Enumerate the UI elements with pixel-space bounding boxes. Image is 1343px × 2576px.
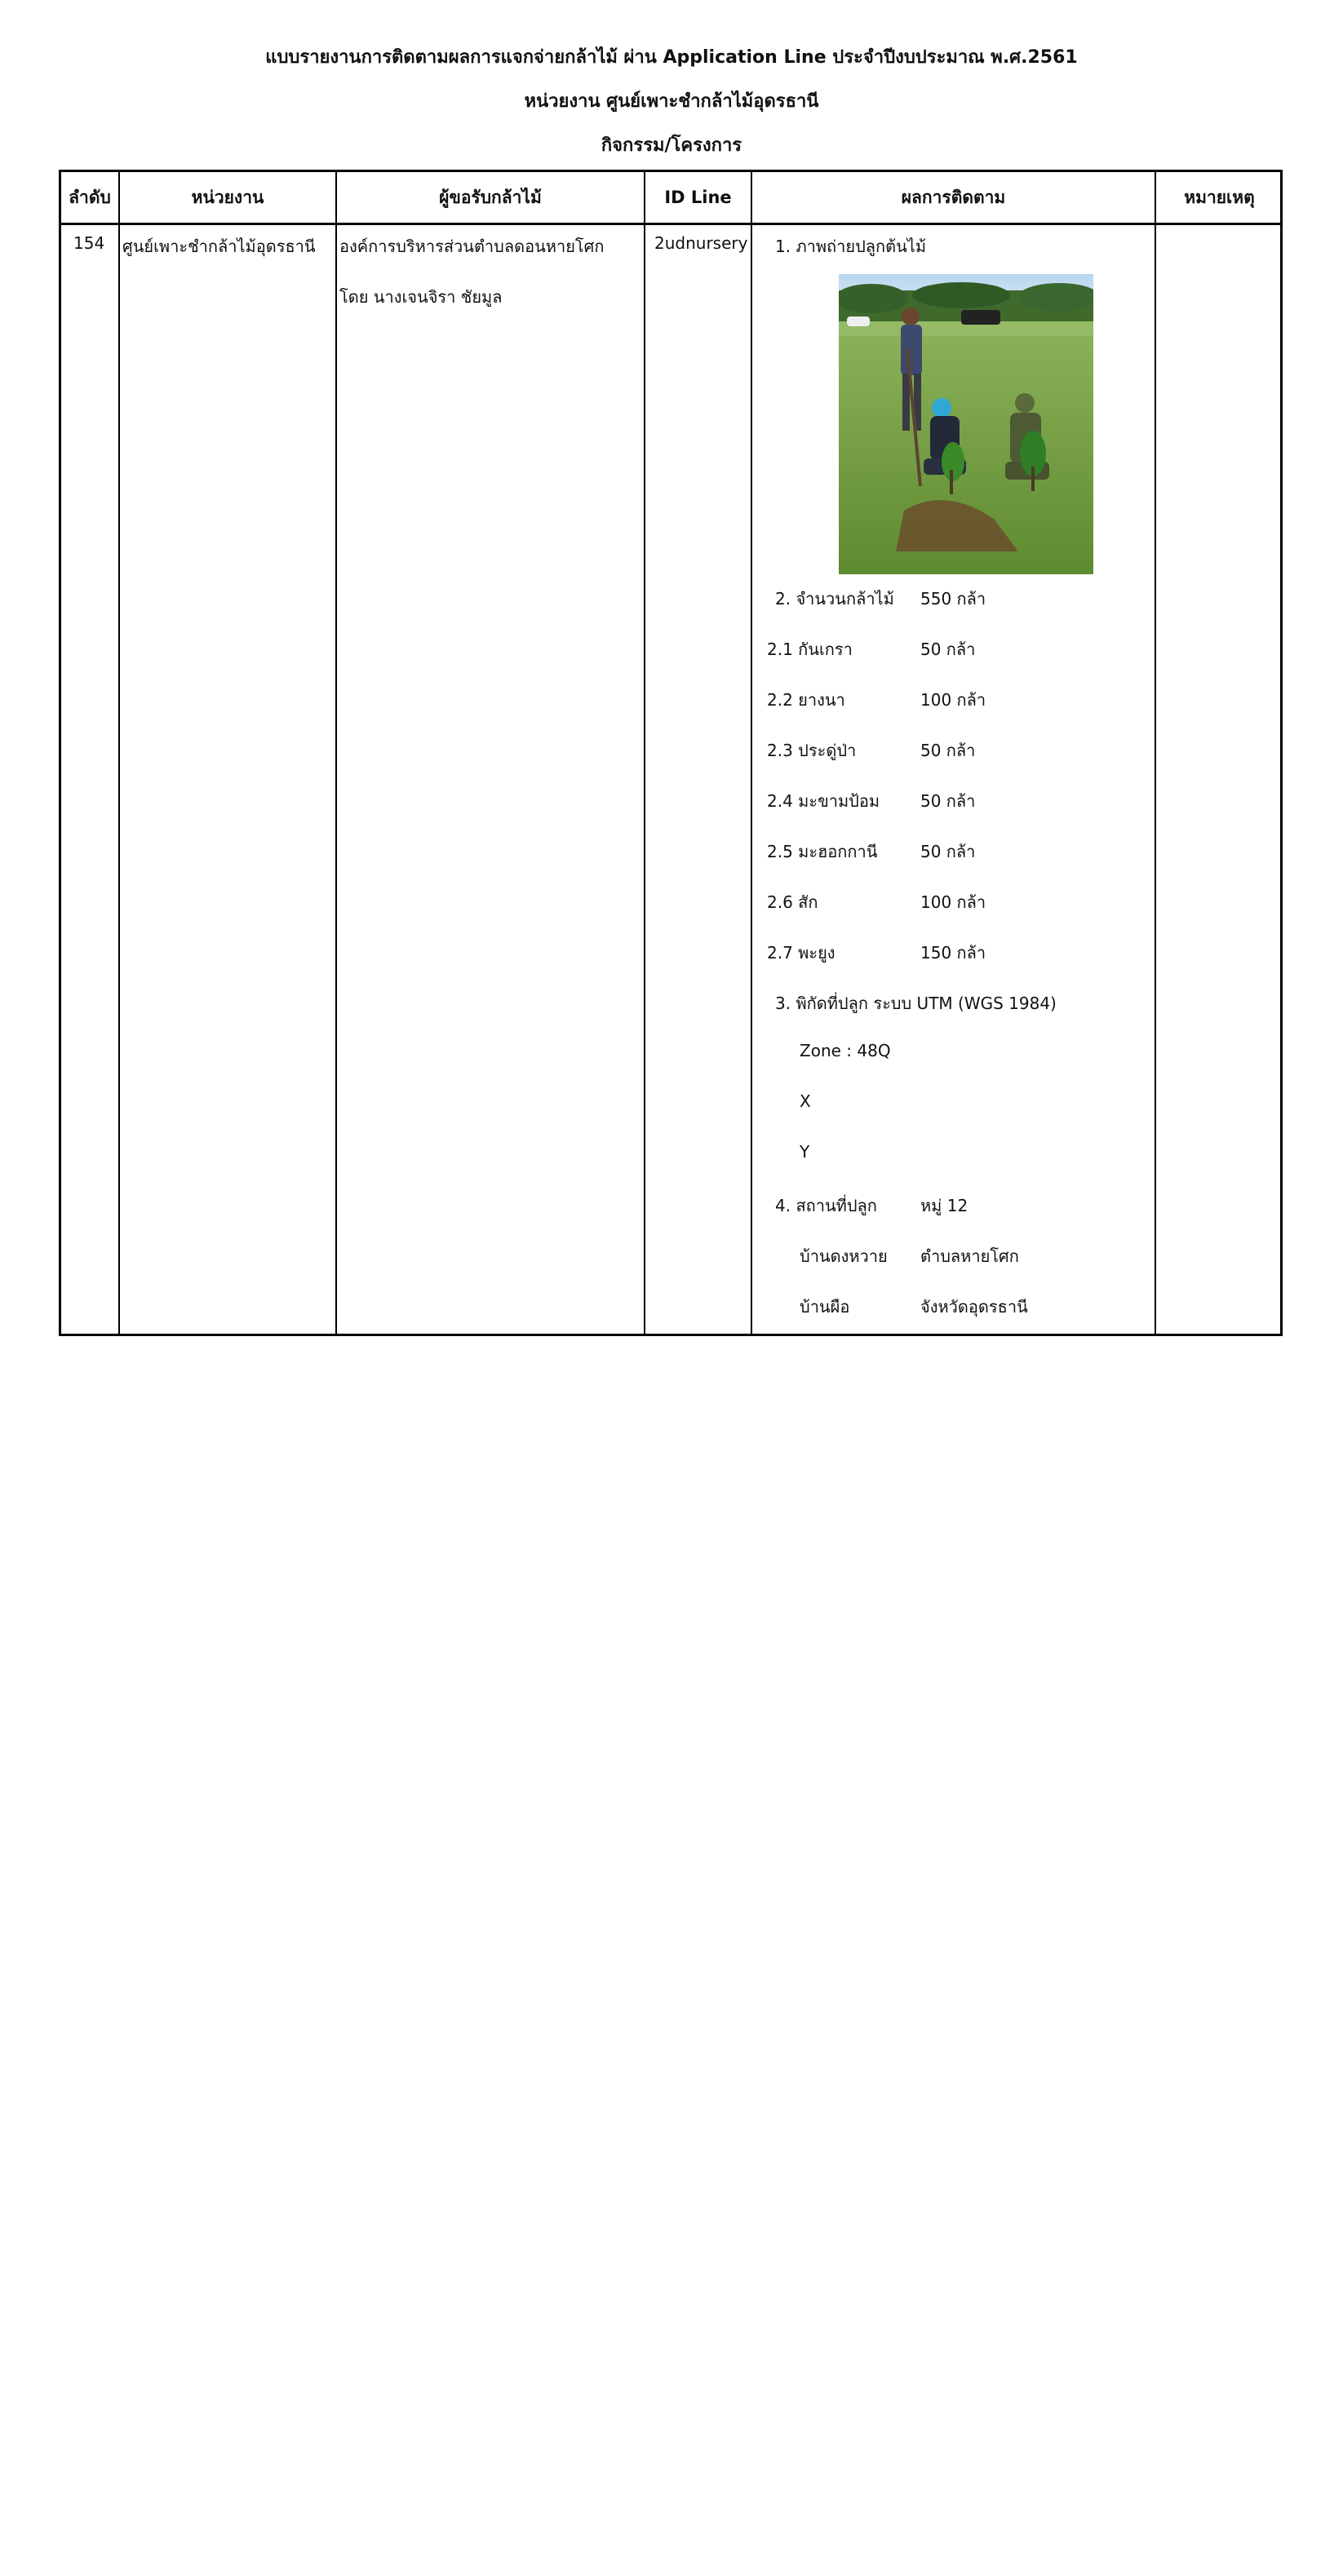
coord-x: X	[800, 1091, 811, 1111]
activity-title: กิจกรรม/โครงการ	[601, 135, 742, 156]
planting-photo	[839, 274, 1093, 574]
coord-zone: Zone : 48Q	[800, 1041, 891, 1060]
location-value: หมู่ 12	[920, 1196, 968, 1215]
row-requester-line1: องค์การบริหารส่วนตำบลดอนหายโศก	[339, 237, 605, 256]
species-label: 2.2 ยางนา	[767, 690, 845, 710]
species-item	[767, 737, 1093, 762]
location	[775, 1193, 1093, 1217]
species-item	[767, 687, 1093, 711]
species-item	[767, 940, 1093, 964]
col-header-result: ผลการติดตาม	[901, 188, 1006, 207]
report-table	[59, 170, 1283, 1336]
species-value: 100 กล้า	[920, 690, 986, 710]
row-agency: ศูนย์เพาะชำกล้าไม้อุดรธานี	[122, 237, 316, 256]
species-label: 2.5 มะฮอกกานี	[767, 842, 878, 861]
species-item	[767, 839, 1093, 863]
species-item	[767, 636, 1093, 661]
location-district	[800, 1294, 1093, 1318]
location-label: 4. สถานที่ปลูก	[775, 1196, 877, 1215]
species-label: 2.3 ประดู่ป่า	[767, 741, 857, 760]
col-header-agency: หน่วยงาน	[191, 188, 264, 207]
province-value: จังหวัดอุดรธานี	[920, 1297, 1028, 1317]
species-label: 2.4 มะขามป้อม	[767, 791, 880, 811]
row-id-line: 2udnursery	[654, 233, 748, 253]
species-item	[767, 788, 1093, 812]
col-header-no: ลำดับ	[69, 188, 111, 207]
species-value: 50 กล้า	[920, 791, 976, 811]
species-item	[767, 889, 1093, 914]
species-value: 100 กล้า	[920, 892, 986, 912]
location-village	[800, 1243, 1093, 1268]
species-value: 50 กล้า	[920, 842, 976, 861]
species-value: 50 กล้า	[920, 741, 976, 760]
row-no: 154	[73, 233, 105, 253]
subdistrict-value: ตำบลหายโศก	[920, 1246, 1019, 1266]
total-label: 2. จำนวนกล้าไม้	[775, 589, 894, 609]
col-header-id-line: ID Line	[664, 188, 732, 207]
report-title: แบบรายงานการติดตามผลการแจกจ่ายกล้าไม้ ผ่าน Application Line ประจำปีงบประมาณ พ.ศ.2561	[265, 47, 1078, 68]
species-label: 2.1 กันเกรา	[767, 640, 853, 659]
col-header-remark: หมายเหตุ	[1184, 188, 1255, 207]
species-label: 2.7 พะยูง	[767, 943, 835, 963]
coord-y: Y	[800, 1142, 810, 1162]
species-value: 50 กล้า	[920, 640, 976, 659]
unit-title: หน่วยงาน ศูนย์เพาะชำกล้าไม้อุดรธานี	[524, 91, 819, 112]
species-label: 2.6 สัก	[767, 892, 818, 912]
coord-heading: 3. พิกัดที่ปลูก ระบบ UTM (WGS 1984)	[775, 994, 1057, 1013]
species-value: 150 กล้า	[920, 943, 986, 963]
total-seedlings	[775, 586, 1101, 610]
district-label: บ้านผือ	[800, 1297, 850, 1317]
col-header-requester: ผู้ขอรับกล้าไม้	[439, 188, 542, 207]
village-label: บ้านดงหวาย	[800, 1246, 888, 1266]
total-value: 550 กล้า	[920, 589, 986, 609]
row-requester-line2: โดย นางเจนจิรา ชัยมูล	[339, 287, 503, 307]
photo-heading: 1. ภาพถ่ายปลูกต้นไม้	[775, 237, 927, 256]
